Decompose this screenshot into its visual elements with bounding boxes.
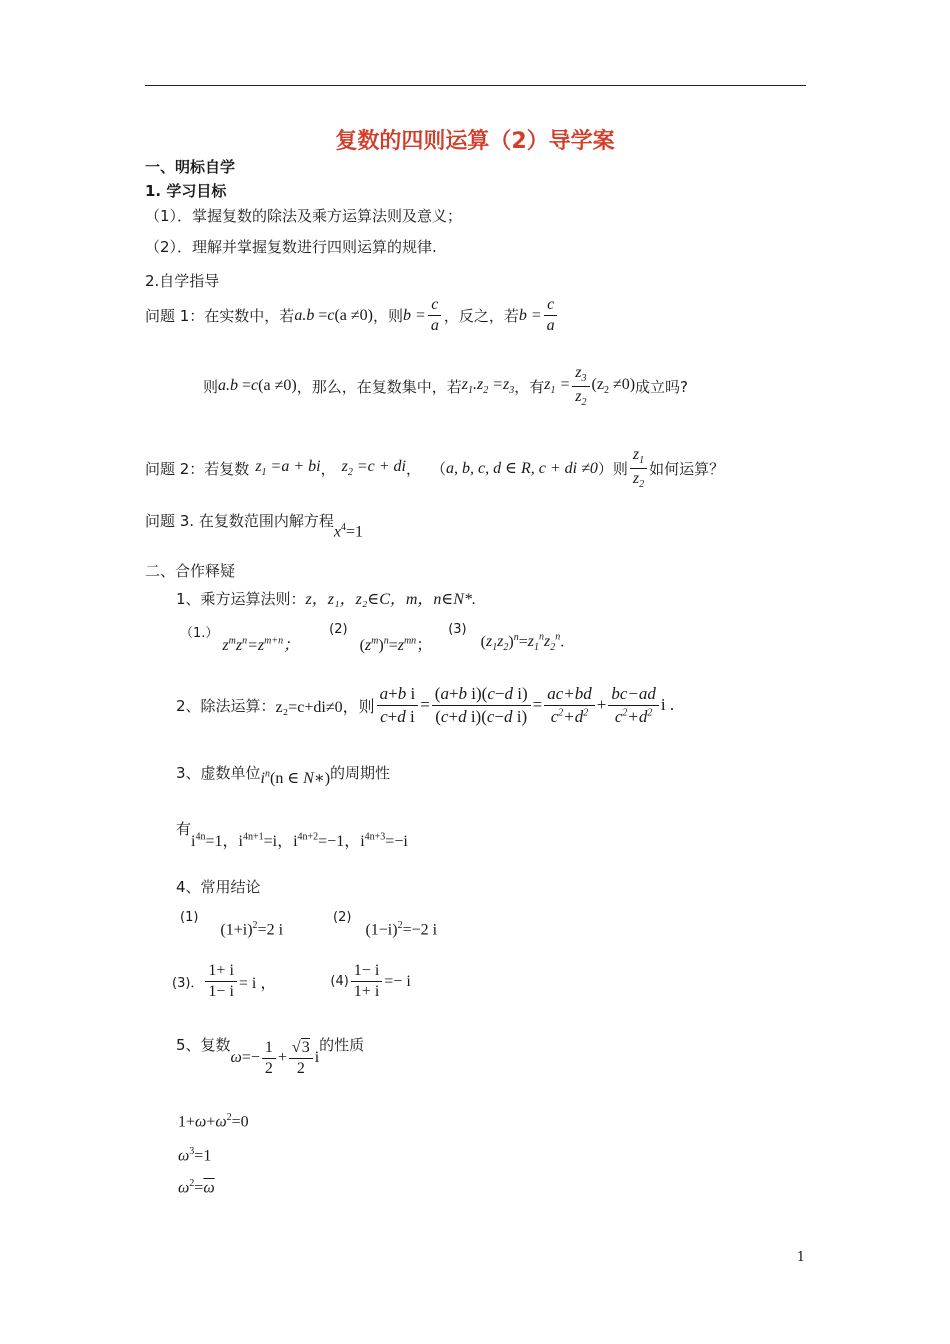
section-heading-2: 二、合作释疑 [145, 562, 236, 580]
q1-formula-z1z2-z3: $z_1.z_2 =z_3$ [461, 376, 515, 397]
q1-text-f: ，有 [514, 377, 545, 396]
rule-2-label: 2、除法运算： [176, 696, 276, 715]
q3-equation: $x^4=1$ [333, 522, 363, 541]
q2-text-d: 如何运算？ [649, 459, 725, 478]
rule-3-periodicity [176, 818, 408, 851]
q1-formula-b-eq: b = [403, 306, 426, 324]
q2-text-b: （ [431, 459, 447, 478]
q2-formula-z2: $z_2 =c$ + di [341, 458, 406, 479]
q1-formula-z2-ne-0: $(z_2 \ne 0)$ [591, 376, 636, 397]
q1-text-a: 问题 1：在实数中，若 [145, 307, 295, 326]
question-3 [145, 510, 363, 541]
rule-4-formula-1: $(1+i)^2=2$ i [220, 920, 284, 939]
rule-4-formula-3: $\frac{1+ i}{1- i}$ = i ， [203, 962, 276, 1002]
rule-4-formula-4: $\frac{1- i}{1+ i}$ =− i [349, 962, 411, 1002]
q2-formula-z1: $z_1 =a$ + bi [255, 458, 321, 479]
q1-formula-ab-c-2: a.b =c(a ≠0) [218, 377, 297, 395]
rule-2-division-formula: $\frac{\text{a+b i}}{\text{c+d i}}$ = $\frac{\text{(a+b i)(c−d i)}}{\text{(c+d i)(c−d i)}}$ = $\frac{ac+bd}{c^2+d^2}$ + $\frac{bc-ad}{c^2+d^2}$ i . [375, 684, 675, 726]
rule-4-label: 4、常用结论 [176, 878, 261, 896]
rule-1-item-3-label: (3) [448, 622, 467, 637]
rule-5 [176, 1034, 364, 1079]
q1-text-c: ，反之，若 [443, 307, 519, 326]
rule-5-omega-definition: ω =− $\frac{1}{2}$ + $\frac{√3}{2}$ i [230, 1038, 320, 1078]
rule-1-formula-3: $(z_1z_2)^n=z_1^nz_2^n$. [480, 632, 565, 654]
rule-3-periodicity-formula: $i^{4n}=1$，$i^{4n+1}=i$，$i^{4n+2}=-1$，$i^{4n+3}=-i$ [191, 831, 408, 850]
rule-4-row-1 [180, 910, 437, 939]
rule-2 [176, 684, 674, 726]
omega-property-3: $\omega^2=\overline{\omega}$ [178, 1178, 215, 1197]
section-heading-1: 一、明标自学 [145, 158, 236, 176]
omega-property-2: $\omega^3=1$ [178, 1146, 212, 1165]
omega-property-1: $1+\omega+\omega^2=0$ [178, 1112, 249, 1131]
rule-1-formulas [180, 622, 564, 655]
q2-text-c: ）则 [597, 459, 628, 478]
q3-text: 问题 3. 在复数范围内解方程 [145, 512, 334, 530]
rule-3-label: 3、虚数单位 [176, 764, 261, 782]
rule-1-header [176, 586, 476, 609]
question-1-line-2 [203, 364, 688, 408]
q1-fraction-c-over-a: $\frac{c}{a}$ [428, 296, 442, 336]
rule-1-domain: z，z₁，z₂∈C，m，n∈N*. [305, 591, 476, 608]
rule-2-condition: z₂=c+di≠0，则 [275, 698, 375, 716]
rule-1-formula-1: $z^mz^n=z^{m+n}$； [222, 635, 300, 654]
q1-formula-ab-c: a.b =c(a ≠0) [294, 306, 373, 324]
rule-3-have: 有 [176, 820, 192, 838]
rule-4-item-1-label: (1) [180, 910, 199, 925]
rule-4-item-2-label: (2) [333, 910, 352, 925]
rule-1-formula-2: $(z^m)^n=z^{mn}$； [359, 635, 433, 654]
header-rule [145, 85, 806, 86]
rule-1-item-2-label: (2) [329, 622, 348, 637]
rule-1-label: 1、乘方运算法则： [176, 590, 306, 608]
q2-formula-condition: a, b, c, d ∈ R, c + di ≠0 [446, 460, 598, 478]
q1-text-g: 成立吗? [635, 377, 689, 396]
subsection-goals: 1. 学习目标 [145, 182, 227, 200]
rule-3-formula: $i^n(n$ ∈ N∗) [260, 768, 331, 787]
q1-formula-z1-eq: $z_1$ = [544, 376, 571, 397]
rule-4-item-4-label: (4) [330, 974, 349, 990]
rule-5-tail: 的性质 [319, 1036, 365, 1054]
q1-text-b: ，则 [373, 307, 404, 326]
rule-3-tail: 的周期性 [330, 764, 391, 782]
question-2: 问题 2：若复数 $z_1 =a$ + bi ， $z_2 =c$ + di ， （ a, b, c, d ∈ R, c + di ≠0 ）则 $\frac{z_1}{z_2}$ 如何运算？ [145, 446, 725, 490]
rule-4-item-3-label: (3)． [172, 976, 204, 992]
question-1-line-1 [145, 296, 560, 336]
self-study-guide: 2.自学指导 [145, 272, 220, 290]
rule-1-item-1-label: （1.） [180, 626, 219, 641]
q1-fraction-z3-over-z2: $\frac{z_3}{z_2}$ [572, 364, 589, 408]
goal-1: （1）．掌握复数的除法及乘方运算法则及意义； [145, 207, 463, 225]
goal-2: （2）．理解并掌握复数进行四则运算的规律. [145, 238, 437, 256]
q1-text-e: ，那么，在复数集中，若 [296, 377, 462, 396]
rule-4-row-2 [172, 962, 411, 1002]
q2-text-a: 问题 2：若复数 [145, 459, 250, 478]
q2-fraction-z1-over-z2: $\frac{z_1}{z_2}$ [630, 446, 647, 490]
q1-formula-b-eq-2: b = [518, 306, 542, 324]
q1-fraction-c-over-a-2: $\frac{c}{a}$ [544, 296, 558, 336]
rule-5-label: 5、复数 [176, 1036, 231, 1054]
rule-3 [176, 762, 390, 788]
q1-text-d: 则 [203, 377, 219, 396]
rule-4-formula-2: $(1-i)^2=-2$ i [365, 920, 438, 939]
page-title: 复数的四则运算（2）导学案 [335, 129, 615, 154]
page-number: 1 [796, 1250, 805, 1265]
